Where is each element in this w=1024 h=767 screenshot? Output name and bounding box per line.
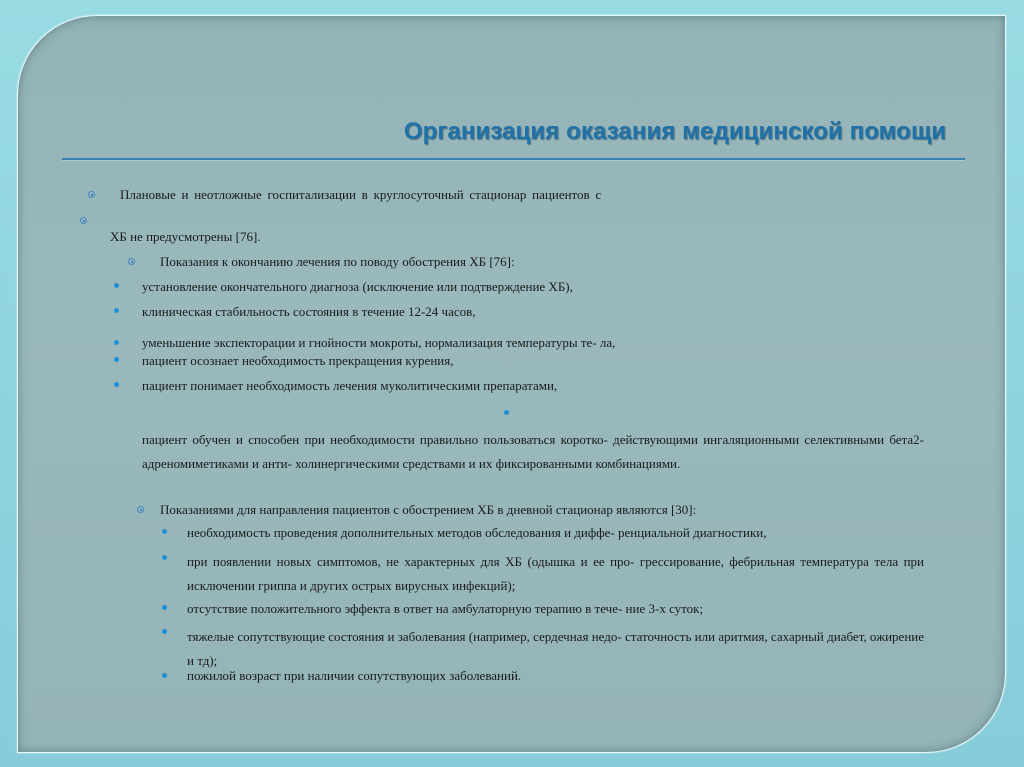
dot-bullet-icon	[114, 357, 119, 362]
dot-bullet-icon	[162, 629, 167, 634]
section1-item: уменьшение экспекторации и гнойности мокроты, нормализация температуры те- ла,	[142, 335, 616, 350]
dot-bullet-icon	[162, 529, 167, 534]
dot-bullet-icon	[114, 382, 119, 387]
section1-item: клиническая стабильность состояния в течение 12-24 часов,	[142, 304, 476, 319]
section1-item: пациент обучен и способен при необходимости правильно пользоваться коротко- действующими ингаляционными селективными бета2-адреномиметиками и анти- холинергическими средствами и их фиксированными комбинациями.	[142, 432, 924, 471]
dot-bullet-icon	[162, 673, 167, 678]
dot-bullet-icon	[114, 340, 119, 345]
title-divider	[62, 158, 965, 160]
section2-heading: Показаниями для направления пациентов с обострением ХБ в дневной стационар являются [30]:	[160, 502, 697, 517]
section2-item: необходимость проведения дополнительных методов обследования и диффе- ренциальной диагностики,	[187, 525, 767, 540]
section2-item: тяжелые сопутствующие состояния и заболевания (например, сердечная недо- статочность или аритмия, сахарный диабет, ожирение и тд);	[187, 629, 924, 668]
section1-item: установление окончательного диагноза (исключение или подтверждение ХБ),	[142, 279, 573, 294]
intro-line-2: ХБ не предусмотрены [76].	[110, 229, 261, 244]
ring-bullet-icon	[128, 258, 135, 265]
section2-item: отсутствие положительного эффекта в ответ на амбулаторную терапию в тече- ние 3-х суток;	[187, 601, 704, 616]
dot-bullet-icon	[162, 555, 167, 560]
ring-bullet-icon	[88, 191, 95, 198]
section1-heading: Показания к окончанию лечения по поводу обострения ХБ [76]:	[160, 254, 515, 269]
dot-bullet-icon	[504, 410, 509, 415]
dot-bullet-icon	[114, 283, 119, 288]
section1-item: пациент понимает необходимость лечения муколитическими препаратами,	[142, 378, 558, 393]
dot-bullet-icon	[114, 308, 119, 313]
ring-bullet-icon	[137, 506, 144, 513]
section2-item: при появлении новых симптомов, не характерных для ХБ (одышка и ее про- грессирование, фебрильная температура тела при исключении гриппа и других острых вирусных инфекций);	[187, 554, 924, 593]
slide-title: Организация оказания медицинской помощи	[403, 118, 947, 145]
section2-item: пожилой возраст при наличии сопутствующих заболеваний.	[187, 668, 522, 683]
ring-bullet-icon	[80, 217, 87, 224]
section1-item: пациент осознает необходимость прекращения курения,	[142, 353, 454, 368]
intro-line-1: Плановые и неотложные госпитализации в круглосуточный стационар пациентов с	[120, 187, 602, 202]
dot-bullet-icon	[162, 605, 167, 610]
